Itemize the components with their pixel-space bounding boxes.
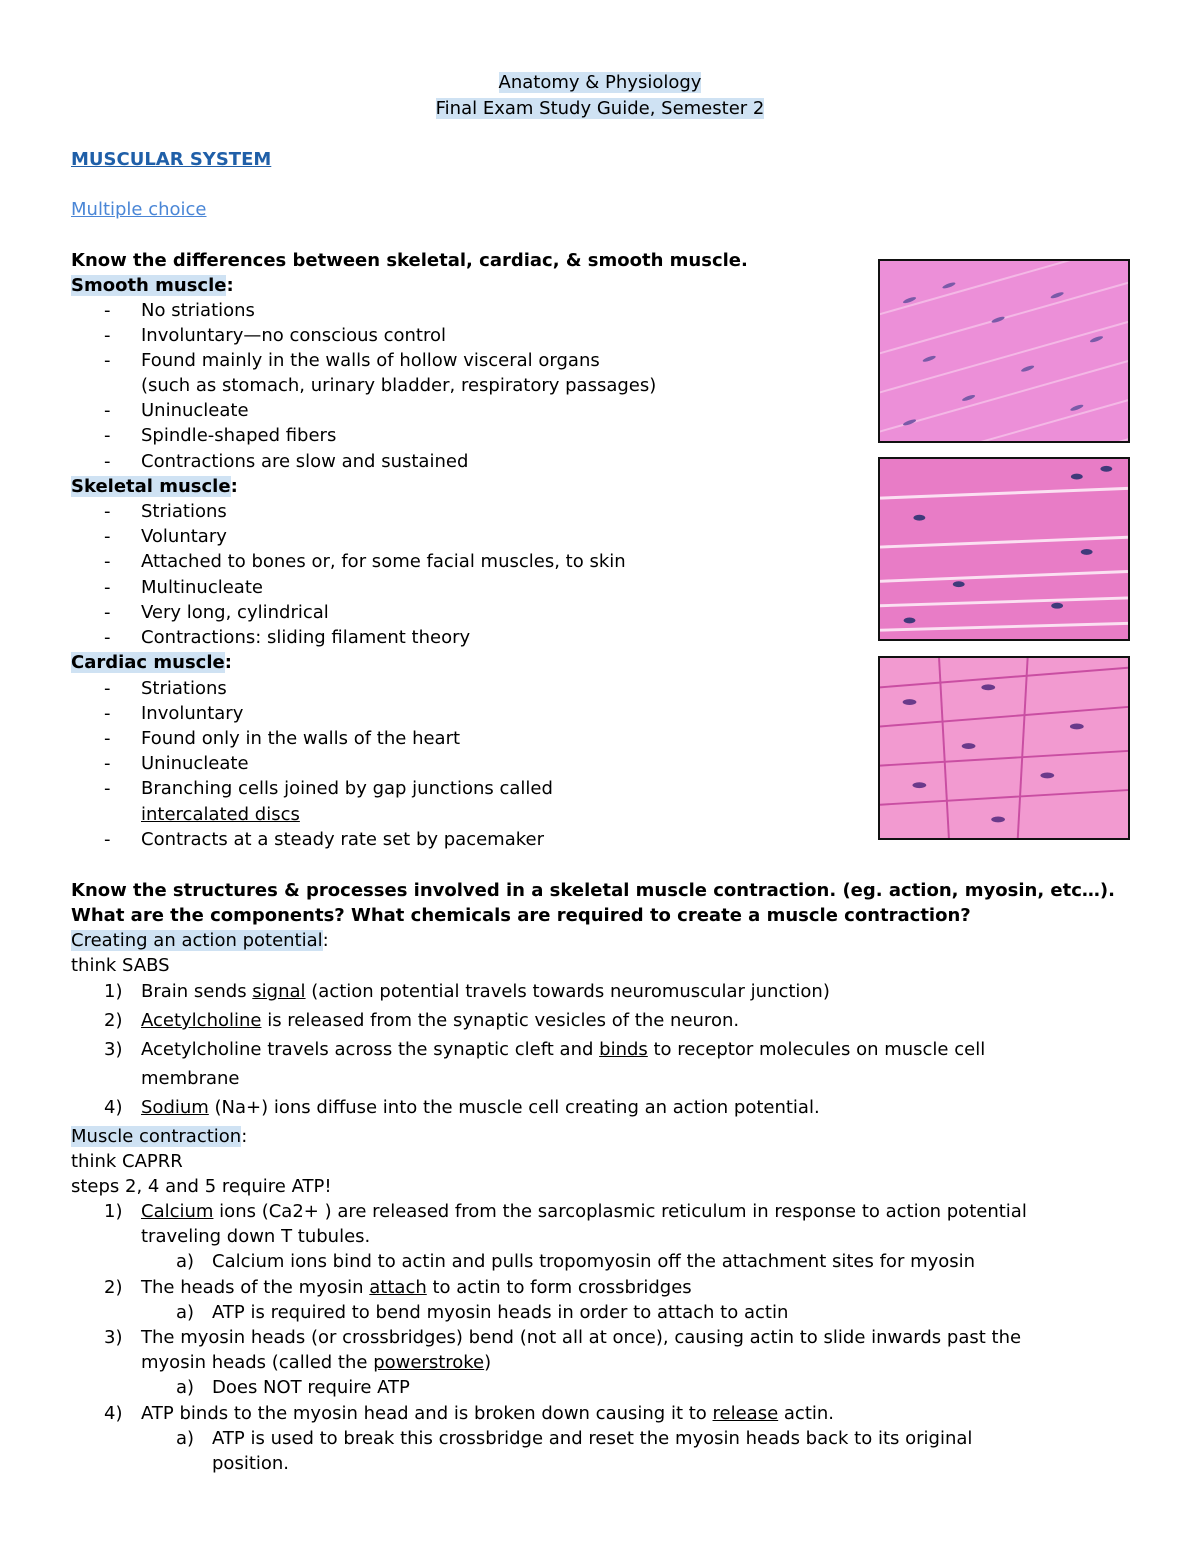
caprr-mnemonic: think CAPRR	[71, 1151, 183, 1172]
section-heading: MUSCULAR SYSTEM	[71, 149, 272, 170]
skeletal-muscle-micrograph	[878, 457, 1130, 641]
skeletal-heading: Skeletal muscle:	[71, 476, 238, 497]
doc-subtitle: Final Exam Study Guide, Semester 2	[435, 98, 765, 119]
question-muscle-types: Know the differences between skeletal, cardiac, & smooth muscle.	[71, 250, 748, 271]
question-contraction-2: What are the components? What chemicals are required to create a muscle contraction?	[71, 905, 971, 926]
sabs-mnemonic: think SABS	[71, 955, 170, 976]
title-line	[0, 71, 1200, 95]
cardiac-muscle-micrograph	[878, 656, 1130, 840]
cardiac-heading: Cardiac muscle:	[71, 652, 232, 673]
atp-note: steps 2, 4 and 5 require ATP!	[71, 1176, 332, 1197]
question-contraction-1: Know the structures & processes involved in a skeletal muscle contraction. (eg. action, myosin, etc…).	[71, 880, 1115, 901]
doc-title: Anatomy & Physiology	[498, 72, 702, 93]
subtitle-line	[0, 97, 1200, 121]
action-potential-heading: Creating an action potential:	[71, 930, 329, 951]
contraction-heading: Muscle contraction:	[71, 1126, 248, 1147]
smooth-muscle-micrograph	[878, 259, 1130, 443]
subsection-heading: Multiple choice	[71, 199, 207, 220]
study-guide-page: Anatomy & Physiology Final Exam Study Guide, Semester 2 MUSCULAR SYSTEM Multiple choice Know the differences between skeletal, cardiac, & smooth muscle. Smooth muscle: - No striations - Involuntary—no conscious control - Found mainly in the walls of hollow visceral organs (such as stomach, urinary bladder, respiratory passages) - Uninucleate - Spindle-shaped fibers - Contractions are slow and sustained Skeletal muscle: - Striations - Voluntary - Attached to bones or, for some facial muscles, to skin - Multinucleate - Very long, cylindrical - Contractions: sliding filament theory Cardiac muscle: - Striations - Involuntary - Found only in the walls of the heart - Uninucleate - Branching cells joined by gap junctions called intercalated discs - Contracts at a steady rate set by pacemaker Know the structures & processes involved in a skeletal muscle contraction. (eg. action, myosin, etc…). What are the components? What chemicals are required to create a muscle contraction? Creating an action potential: think SABS 1) Brain sends signal (action potential travels towards neuromuscular junction) 2) Acetylcholine is released from the synaptic vesicles of the neuron. 3) Acetylcholine travels across the synaptic cleft and binds to receptor molecules on muscle cell membrane 4) Sodium (Na+) ions diffuse into the muscle cell creating an action potential. Muscle contraction: think CAPRR steps 2, 4 and 5 require ATP! 1) Calcium ions (Ca2+ ) are released from the sarcoplasmic reticulum in response to action potential traveling down T tubules. a) Calcium ions bind to actin and pulls tropomyosin off the attachment sites for myosin 2) The heads of the myosin attach to actin to form crossbridges a) ATP is required to bend myosin heads in order to attach to actin 3) The myosin heads (or crossbridges) bend (not all at once), causing actin to slide inwards past the myosin heads (called the powerstroke) a) Does NOT require ATP 4) ATP binds to the myosin head and is broken down causing it to release actin. a) ATP is used to break this crossbridge and reset the myosin heads back to its original position.	[0, 0, 1200, 1553]
smooth-heading: Smooth muscle:	[71, 275, 234, 296]
